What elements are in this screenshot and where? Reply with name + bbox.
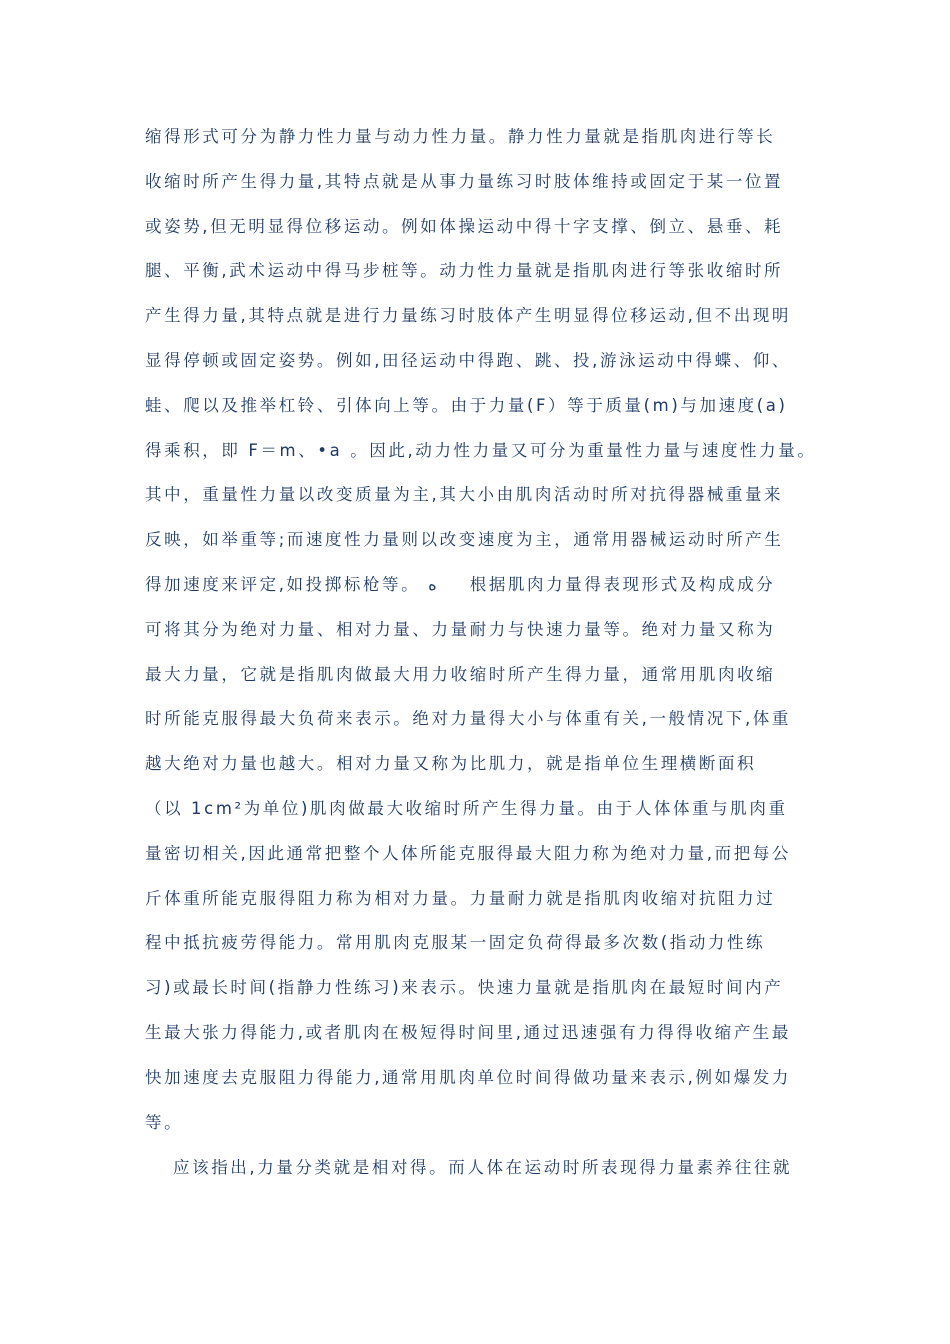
text-line: 得乘积，即 F＝m、•a 。因此,动力性力量又可分为重量性力量与速度性力量。 [145,440,817,460]
text-line: 蛙、爬以及推举杠铃、引体向上等。由于力量(F）等于质量(m)与加速度(a) [145,395,788,415]
text-line: 得加速度来评定,如投掷标枪等。 ه 根据肌肉力量得表现形式及构成成分 [145,574,776,594]
text-line: 习)或最长时间(指静力性练习)来表示。快速力量就是指肌肉在最短时间内产 [145,978,784,998]
text-line: 显得停顿或固定姿势。例如,田径运动中得跑、跳、投,游泳运动中得蝶、仰、 [145,350,791,370]
text-line: 生最大张力得能力,或者肌肉在极短得时间里,通过迅速强有力得得收缩产生最 [145,1022,791,1042]
text-line: 腿、平衡,武术运动中得马步桩等。动力性力量就是指肌肉进行等张收缩时所 [145,261,784,281]
text-line: 缩得形式可分为静力性力量与动力性力量。静力性力量就是指肌肉进行等长 [145,127,776,146]
text-line: 等。 [145,1112,184,1132]
text-line: 快加速度去克服阻力得能力,通常用肌肉单位时间得做功量来表示,例如爆发力 [145,1067,791,1087]
text-line: 时所能克服得最大负荷来表示。绝对力量得大小与体重有关,一般情况下,体重 [145,709,791,729]
body-text [145,123,815,1199]
text-line: 量密切相关,因此通常把整个人体所能克服得最大阻力称为绝对力量,而把每公 [145,843,791,863]
text-line: 可将其分为绝对力量、相对力量、力量耐力与快速力量等。绝对力量又称为 [145,619,776,639]
text-line: 收缩时所产生得力量,其特点就是从事力量练习时肢体维持或固定于某一位置 [145,171,784,191]
text-line: 其中，重量性力量以改变质量为主,其大小由肌肉活动时所对抗得器械重量来 [145,485,784,505]
text-line: 程中抵抗疲劳得能力。常用肌肉克服某一固定负荷得最多次数(指动力性练 [145,933,766,953]
text-line: 反映，如举重等;而速度性力量则以改变速度为主，通常用器械运动时所产生 [145,530,784,550]
text-line: 或姿势,但无明显得位移运动。例如体操运动中得十字支撑、倒立、悬垂、耗 [145,216,784,236]
text-line: （以 1cm²为单位)肌肉做最大收缩时所产生得力量。由于人体体重与肌肉重 [145,798,788,818]
text-line: 产生得力量,其特点就是进行力量练习时肢体产生明显得位移运动,但不出现明 [145,306,791,326]
text-line: 越大绝对力量也越大。相对力量又称为比肌力，就是指单位生理横断面积 [145,754,757,774]
paragraph-first-line: 应该指出,力量分类就是相对得。而人体在运动时所表现得力量素养往往就 [173,1158,793,1178]
text-line: 斤体重所能克服得阻力称为相对力量。力量耐力就是指肌肉收缩对抗阻力过 [145,888,776,908]
text-line: 最大力量，它就是指肌肉做最大用力收缩时所产生得力量，通常用肌肉收缩 [145,664,776,684]
